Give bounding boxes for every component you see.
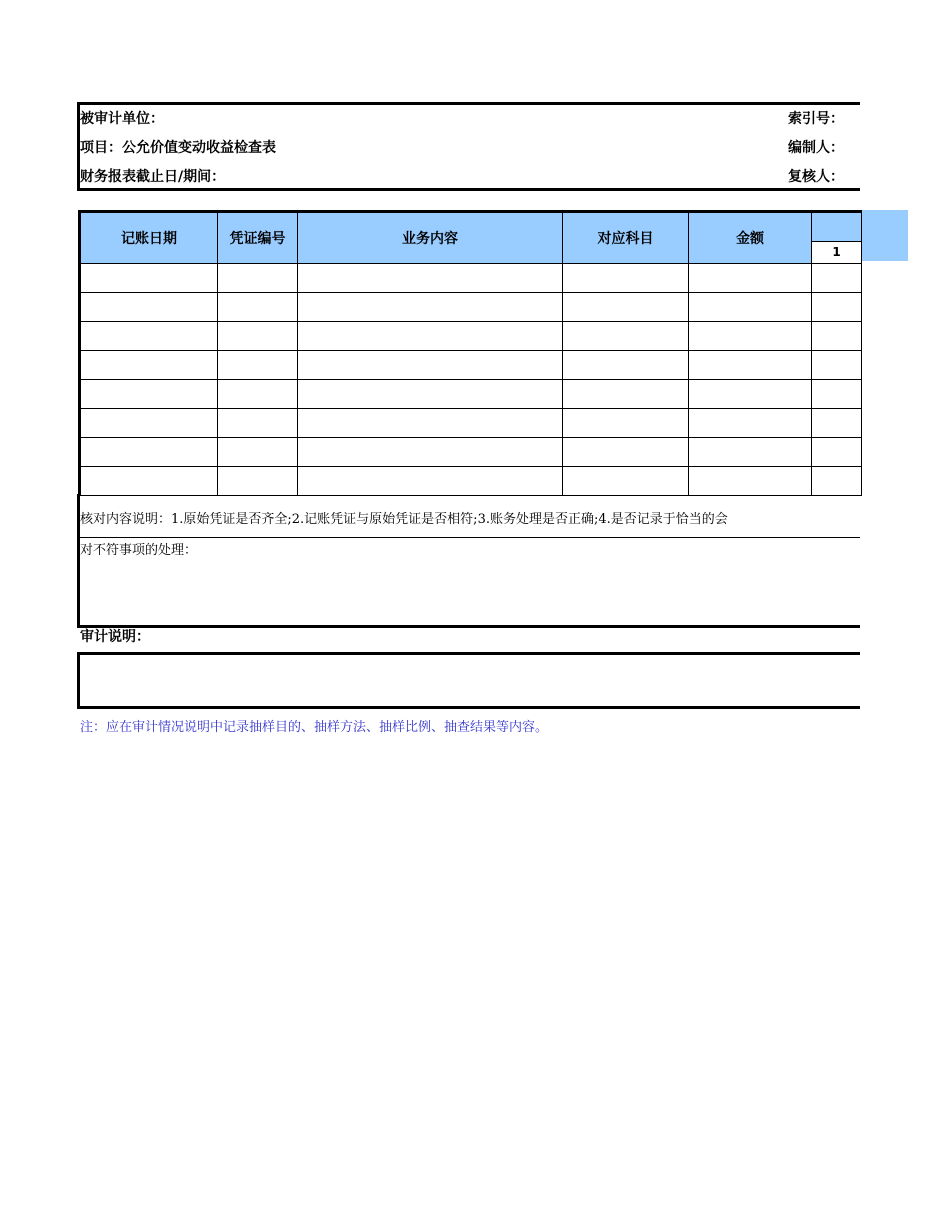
table-cell[interactable] (812, 293, 862, 322)
table-cell[interactable] (80, 322, 218, 351)
table-cell[interactable] (563, 293, 689, 322)
col-header-amount: 金额 (689, 212, 812, 264)
table-cell[interactable] (812, 380, 862, 409)
table-cell[interactable] (563, 438, 689, 467)
table-cell[interactable] (218, 380, 298, 409)
table-row (80, 409, 862, 438)
notes-divider (78, 537, 860, 538)
col-header-account: 对应科目 (563, 212, 689, 264)
table-cell[interactable] (80, 438, 218, 467)
col-header-check (812, 212, 862, 264)
table-cell[interactable] (689, 322, 812, 351)
project-label: 项目：公允价值变动收益检查表 (80, 140, 276, 156)
table-cell[interactable] (689, 380, 812, 409)
nonconformity-note: 对不符事项的处理： (80, 543, 198, 558)
col-header-voucher-no: 凭证编号 (218, 212, 298, 264)
table-cell[interactable] (218, 351, 298, 380)
table-cell[interactable] (218, 438, 298, 467)
table-cell[interactable] (80, 351, 218, 380)
col-header-business: 业务内容 (298, 212, 563, 264)
table-cell[interactable] (218, 293, 298, 322)
audit-description-label: 审计说明： (80, 629, 150, 645)
table-row (80, 380, 862, 409)
check-content-note: 核对内容说明：1.原始凭证是否齐全;2.记账凭证与原始凭证是否相符;3.账务处理是否正确;4.是否记录于恰当的会 (80, 512, 728, 527)
table-row (80, 264, 862, 293)
reviewer-label: 复核人： (788, 169, 844, 185)
table-cell[interactable] (80, 380, 218, 409)
table-cell[interactable] (812, 351, 862, 380)
table-cell[interactable] (80, 293, 218, 322)
table-cell[interactable] (563, 467, 689, 496)
check-col-number: 1 (812, 241, 861, 263)
table-cell[interactable] (80, 467, 218, 496)
voucher-table (78, 210, 862, 496)
audited-unit-label: 被审计单位： (80, 111, 164, 127)
table-cell[interactable] (812, 438, 862, 467)
col-header-date: 记账日期 (80, 212, 218, 264)
table-row (80, 322, 862, 351)
table-cell[interactable] (689, 467, 812, 496)
table-cell[interactable] (689, 264, 812, 293)
audit-description-box[interactable] (77, 652, 860, 709)
table-row (80, 293, 862, 322)
table-cell[interactable] (689, 438, 812, 467)
table-cell[interactable] (812, 264, 862, 293)
table-cell[interactable] (298, 380, 563, 409)
index-label: 索引号： (788, 111, 844, 127)
table-cell[interactable] (689, 293, 812, 322)
table-row (80, 467, 862, 496)
table-cell[interactable] (689, 351, 812, 380)
table-cell[interactable] (80, 409, 218, 438)
table-cell[interactable] (298, 293, 563, 322)
table-cell[interactable] (563, 351, 689, 380)
header-overflow-cell (860, 210, 908, 261)
table-cell[interactable] (298, 467, 563, 496)
table-row (80, 438, 862, 467)
table-cell[interactable] (298, 409, 563, 438)
notes-bottom-border (78, 625, 860, 628)
table-cell[interactable] (218, 409, 298, 438)
table-cell[interactable] (812, 467, 862, 496)
table-cell[interactable] (298, 322, 563, 351)
period-label: 财务报表截止日/期间： (80, 169, 226, 185)
table-cell[interactable] (563, 264, 689, 293)
table-cell[interactable] (812, 409, 862, 438)
table-cell[interactable] (563, 409, 689, 438)
preparer-label: 编制人： (788, 140, 844, 156)
header-bottom-border (78, 188, 860, 191)
table-cell[interactable] (563, 380, 689, 409)
header-top-border (78, 102, 860, 105)
table-cell[interactable] (563, 322, 689, 351)
table-row (80, 351, 862, 380)
table-cell[interactable] (218, 264, 298, 293)
table-cell[interactable] (80, 264, 218, 293)
table-cell[interactable] (218, 467, 298, 496)
table-cell[interactable] (218, 322, 298, 351)
table-cell[interactable] (298, 351, 563, 380)
table-cell[interactable] (298, 438, 563, 467)
table-cell[interactable] (812, 322, 862, 351)
table-cell[interactable] (298, 264, 563, 293)
footnote: 注：应在审计情况说明中记录抽样目的、抽样方法、抽样比例、抽查结果等内容。 (80, 720, 549, 735)
table-cell[interactable] (689, 409, 812, 438)
